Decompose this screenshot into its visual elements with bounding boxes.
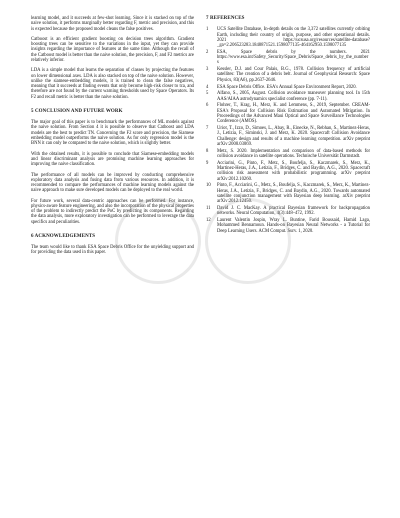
reference-number: 9 bbox=[206, 160, 209, 166]
reference-list bbox=[206, 27, 370, 234]
reference-text: Pinto, F., Acciarini, G., Metz, S., Boufelja, S., Kaczmarek, S., Merz, K., Martinez-Heras, J.A., Letizia, F., Bridges, C. and Baydin, A.G., 2020. Towards automated satellite conjunction management with Bayesian deep learning. arXiv preprint arXiv:2012.12450. bbox=[217, 183, 370, 205]
reference-item bbox=[206, 149, 370, 160]
reference-item bbox=[206, 206, 370, 217]
paragraph: The major goal of this paper is to benchmark the performances of ML models against the naive solution. From Section 4 it is possible to observe that Catboost and LDA models are the best to predict TN. Concerning the F2 score and precision, the Siamese embedding model outperforms the naive solution. As for only regression model is the BNN it can only be compared to the naive solution, which is slightly better. bbox=[31, 120, 194, 147]
reference-text: Uriot, T., Izzo, D., Simoes, L., Abay, R., Einecke, N., Rebhan, S., Martinez-Heras, J., Letizia, F., Siminski, J. and Merz, K. 2020. Spacecraft Collision Avoidance Challenge: design and results of a machine learning competition. arXiv preprint arXiv:2008.03069. bbox=[217, 126, 370, 147]
reference-number: 8 bbox=[206, 148, 209, 154]
reference-number: 4 bbox=[206, 84, 209, 90]
paragraph: LDA is a simple model that learns the separation of classes by projecting the features on lower dimensional axes. LDA is also stacked on top of the naive solution. However, unlike the siamese-embedding models, it is trained to clean the false negatives, meaning that it succeeds at finding events that only become high-risk closer to tca, and therefore are not found by the current warning thresholds used by Space Operators. Its F2 and recall metric is better than the naive solution. bbox=[31, 68, 194, 100]
reference-item bbox=[206, 218, 370, 234]
paragraph: The performance of all models can be improved by conducting comprehensive exploratory data analysis and fusing data from various resources. In addition, it is recommended to compare the performances of machine learning models against the naive approach to make sure developed models can be deployed to the real world. bbox=[31, 172, 194, 194]
reference-number: 11 bbox=[206, 205, 211, 211]
paragraph: For future work, several data-centric approaches can be performed. For instance, physics-aware feature engineering, and also the incorporation of the physical properties of the problem to indirectly predict the PoC by predicting its components. Regarding the data analysis, more exploratory investigation can be performed to leverage the data specifics and peculiarities. bbox=[31, 198, 194, 225]
reference-text: Flohrer, T., Krag, H., Merz, K. and Lemmens, S., 2019, September. CREAM-ESA's Proposal for Collision Risk Estimation and Automated Mitigation. In Proceedings of the Advanced Maui Optical and Space Surveillance Technologies Conference (AMOS). bbox=[217, 103, 370, 125]
reference-number: 12 bbox=[206, 218, 211, 224]
reference-number: 10 bbox=[206, 183, 211, 189]
reference-item bbox=[206, 27, 370, 48]
section-heading-conclusion: 5 CONCLUSION AND FUTURE WORK bbox=[31, 108, 123, 114]
reference-number: 2 bbox=[206, 49, 209, 55]
reference-item bbox=[206, 103, 370, 124]
paragraph: Catboost is an efficient gradient boosting on decision trees algorithm. Gradient boosting trees can be sensitive to the variations in the input, yet they can provide insights regarding the importance of features at the same time. Although the recall of the Catboost model is better than the naive solution, the precision, F, and F2 metrics are relatively inferior. bbox=[31, 36, 194, 63]
reference-text: Laurent Valentin Jospin, Wray L. Buntine, Farid Boussaid, Hamid Laga, Mohammed Bennamoun. Hands-on Bayesian Neural Networks - a Tutorial for Deep Learning Users. ACM Comput. Surv. 1, 2020. bbox=[217, 218, 370, 234]
reference-number: 3 bbox=[206, 67, 209, 73]
reference-text: Metz, S. 2020. Implementation and comparison of data-based methods for collision avoidance in satellite operations. Technische Universität Darmstadt. bbox=[217, 148, 370, 159]
reference-text: David J. C. MacKay. A practical Bayesian framework for backpropagation networks. Neural Computation, 4(3):448–472, 1992. bbox=[217, 205, 370, 217]
reference-item bbox=[206, 67, 370, 83]
reference-item bbox=[206, 85, 370, 90]
paragraph: The team would like to thank ESA Space Debris Office for the unyielding support and for providing the data used in this paper. bbox=[31, 245, 194, 256]
right-column bbox=[206, 16, 370, 235]
reference-item bbox=[206, 183, 370, 204]
left-column bbox=[31, 16, 194, 261]
reference-text: UCS Satellite Database, In-depth details on the 3,372 satellites currently orbiting Earth, including their country of origin, purpose, and other operational details. 2021 https://ucsusa.org/resources/satellite-database?_ga=2.206523283.1848871521.1598077135-464162950.1598077135 bbox=[217, 27, 370, 48]
reference-item bbox=[206, 126, 370, 147]
reference-number: 5 bbox=[206, 91, 209, 97]
reference-item bbox=[206, 50, 370, 66]
reference-number: 7 bbox=[206, 126, 209, 132]
reference-number: 1 bbox=[206, 27, 209, 33]
paragraph: learning model, and it succeeds at few-shot learning. Since it is stacked on top of the naive solution, it performs marginally better regarding F, metric and precision, and this is expected because the proposed model cleans the false positives. bbox=[31, 16, 194, 32]
section-heading-references: 7 REFERENCES bbox=[206, 16, 245, 21]
reference-text: Alfano, S., 2005, August. Collision avoidance maneuver planning tool. In 15th AAS/AIAA astrodynamics specialist conference (pp. 7-11). bbox=[217, 91, 370, 102]
section-heading-acknowledgements: 6 ACKNOWLEDGEMENTS bbox=[31, 233, 96, 239]
reference-text: Kessler, D.J. and Cour Palais, B.G., 1978. Collision frequency of artificial satellites: The creation of a debris belt. Journal of Geophysical Research: Space Physics, 83(A6), pp.2637-2646. bbox=[217, 67, 370, 83]
reference-text: ESA Space Debris Office. ESA's Annual Space Environment Report, 2020. bbox=[217, 84, 357, 90]
reference-number: 6 bbox=[206, 103, 209, 109]
reference-text: Acciarini, G., Pinto, F., Metz, S., Boufelja, S., Kaczmarek, S., Merz, K., Martinez-Heras, J.A., Letizia, F., Bridges, C. and Baydin, A.G., 2020. Spacecraft collision risk assessment with probabilistic programming. arXiv preprint arXiv:2012.10260. bbox=[217, 160, 370, 182]
reference-text: ESA, Space debris by the numbers. 2021 https://www.esa.int/Safety_Security/Space_Debris/Space_debris_by_the_numbers bbox=[217, 49, 370, 66]
reference-item bbox=[206, 161, 370, 182]
paragraph: With the obtained results, it is possible to conclude that Siamese-embedding models and linear discriminant analysis are promising machine learning approaches for improving the naive classification. bbox=[31, 151, 194, 168]
reference-item bbox=[206, 91, 370, 102]
